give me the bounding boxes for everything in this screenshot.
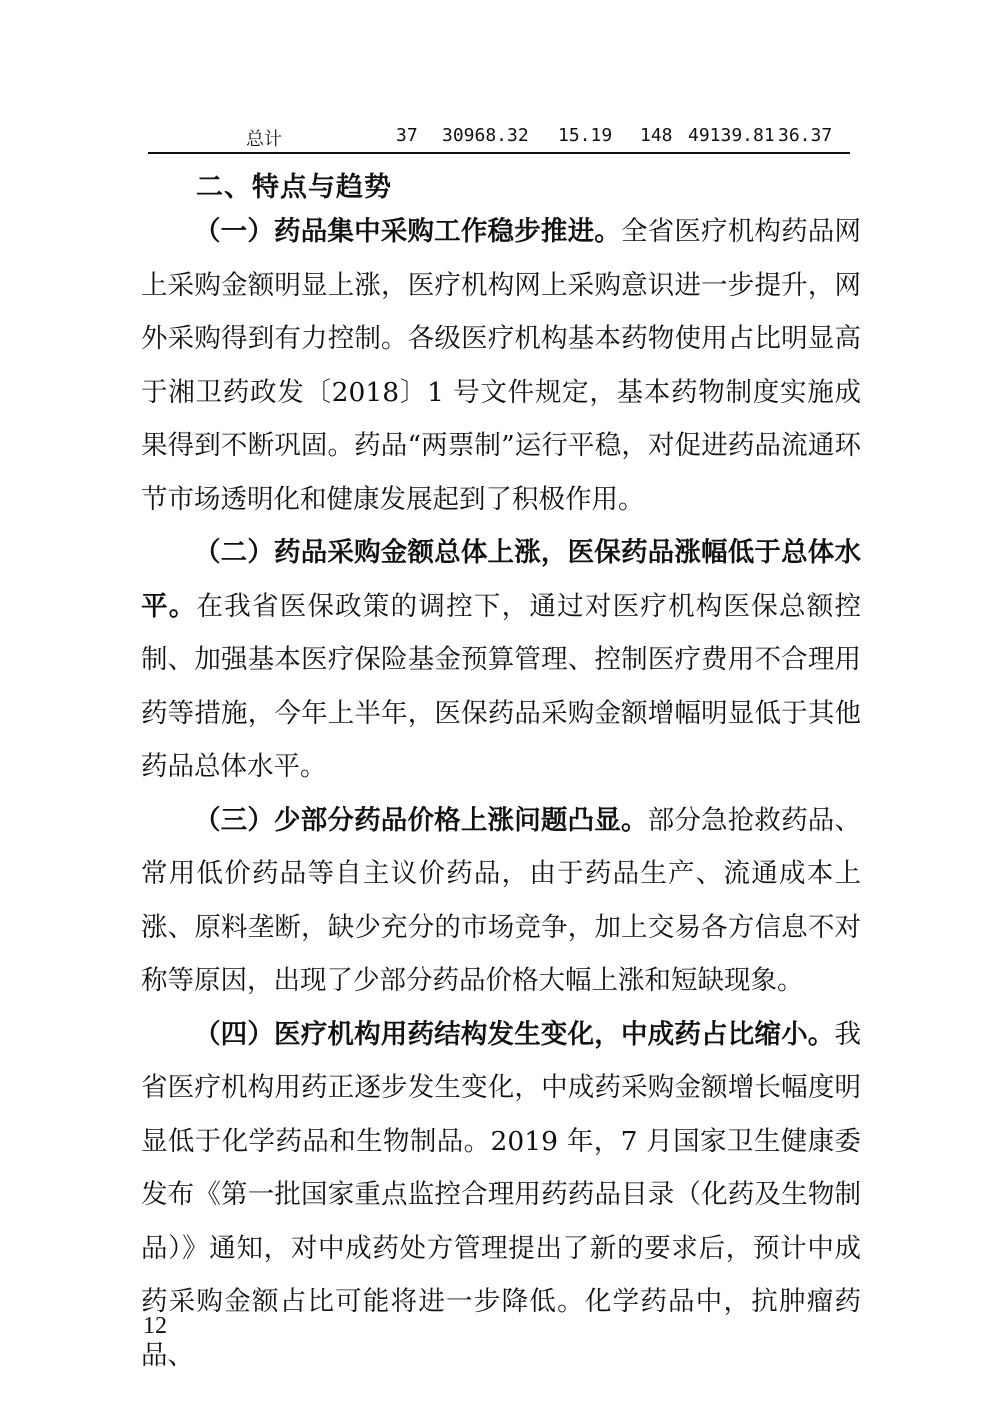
paragraph-text: 全省医疗机构药品网上采购金额明显上涨，医疗机构网上采购意识进一步提升，网外采购得到有力控制。各级医疗机构基本药物使用占比明显高于湘卫药政发〔2018〕1 号文件规定，基本药物制度实施成果得到不断巩固。药品“两票制”运行平稳，对促进药品流通环节市场透明化和健康发展起到了积极作用。 <box>141 216 861 515</box>
paragraph-3 <box>141 794 861 1008</box>
total-row-cell: 15.19 <box>558 125 613 146</box>
paragraph-2 <box>141 526 861 794</box>
paragraph-text: 我省医疗机构用药正逐步发生变化，中成药采购金额增长幅度明显低于化学药品和生物制品。2019 年，7 月国家卫生健康委发布《第一批国家重点监控合理用药药品目录（化药及生物制品）》通知，对中成药处方管理提出了新的要求后，预计中成药采购金额占比可能将进一步降低。化学药品中，抗肿瘤药品、 <box>141 1018 861 1371</box>
page-number: 12 <box>143 1313 167 1339</box>
paragraph-text: 部分急抢救药品、常用低价药品等自主议价药品，由于药品生产、流通成本上涨、原料垄断，缺少充分的市场竞争，加上交易各方信息不对称等原因，出现了少部分药品价格大幅上涨和短缺现象。 <box>141 804 861 996</box>
total-row-cell: 49139.81 <box>688 125 775 146</box>
paragraph-1 <box>141 205 861 526</box>
paragraph-lead: （一）药品集中采购工作稳步推进。 <box>194 216 621 247</box>
document-body <box>141 205 861 1382</box>
paragraph-lead: （四）医疗机构用药结构发生变化，中成药占比缩小。 <box>194 1018 835 1050</box>
total-row-cell: 30968.32 <box>442 125 529 146</box>
table-total-row <box>148 120 850 154</box>
paragraph-lead: （三）少部分药品价格上涨问题凸显。 <box>194 804 648 836</box>
paragraph-lead: （二）药品采购金额总体上涨，医保药品涨幅低于总体水平。 <box>141 537 861 622</box>
total-row-cell: 148 <box>640 125 673 146</box>
paragraph-4 <box>141 1008 861 1383</box>
total-row-cell: 37 <box>396 125 418 146</box>
total-row-label: 总计 <box>246 129 282 150</box>
paragraph-text: 在我省医保政策的调控下，通过对医疗机构医保总额控制、加强基本医疗保险基金预算管理、控制医疗费用不合理用药等措施，今年上半年，医保药品采购金额增幅明显低于其他药品总体水平。 <box>141 590 862 782</box>
total-row-cell: 36.37 <box>778 125 833 146</box>
section-heading: 二、特点与趋势 <box>196 172 392 203</box>
